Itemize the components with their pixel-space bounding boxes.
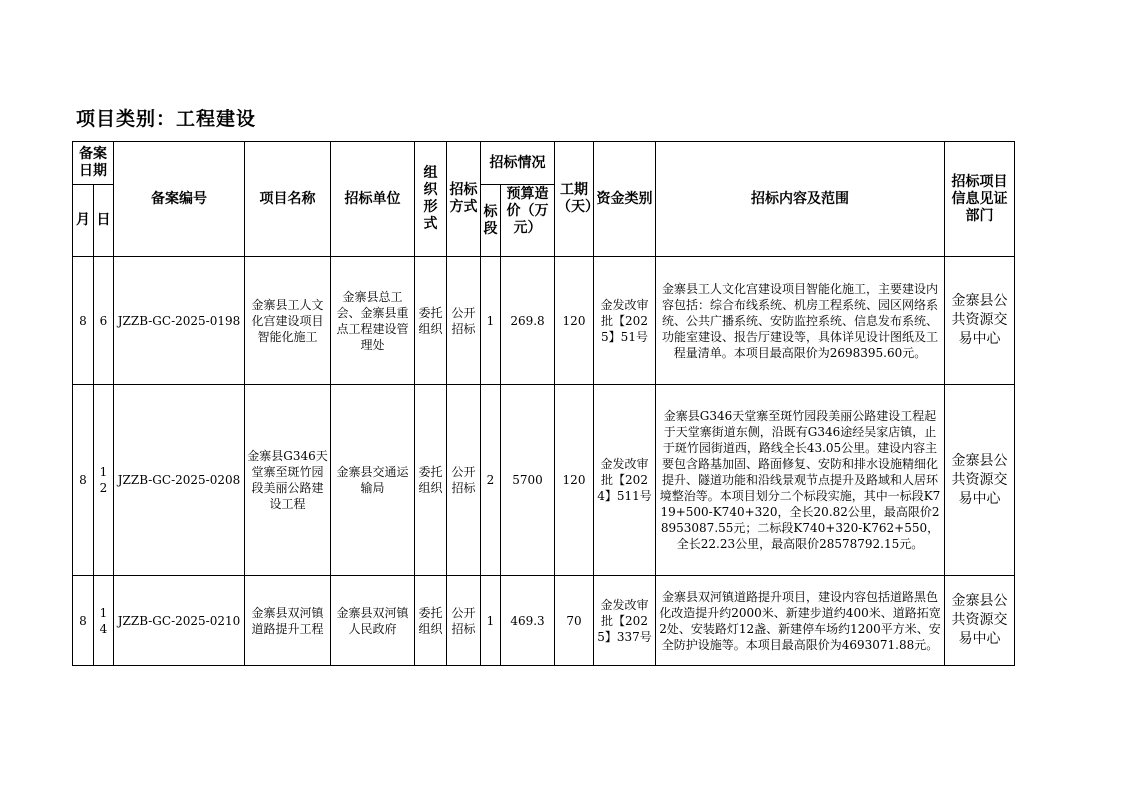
cell-duration: 70: [555, 576, 594, 666]
cell-filing-no: JZZB-GC-2025-0208: [114, 385, 245, 576]
header-tender-method: 招标方式: [447, 142, 481, 257]
cell-duration: 120: [555, 385, 594, 576]
cell-month: 8: [73, 257, 94, 385]
header-witness-dept: 招标项目信息见证部门: [945, 142, 1015, 257]
cell-tender-method: 公开招标: [447, 257, 481, 385]
header-duration: 工期（天）: [555, 142, 594, 257]
cell-fund-type: 金发改审批【2025】337号: [594, 576, 656, 666]
cell-day: 6: [94, 257, 114, 385]
table-row: [73, 257, 1015, 385]
header-lots: 标段: [481, 185, 501, 257]
cell-scope: 金寨县工人文化宫建设项目智能化施工，主要建设内容包括：综合布线系统、机房工程系统、园区网络系统、公共广播系统、安防监控系统、信息发布系统、功能室建设、报告厅建设等，具体详见设计图纸及工程量清单。本项目最高限价为2698395.60元。: [656, 257, 945, 385]
cell-lots: 1: [481, 257, 501, 385]
cell-budget: 269.8: [501, 257, 555, 385]
cell-month: 8: [73, 576, 94, 666]
header-day: 日: [94, 185, 114, 257]
header-budget: [501, 185, 555, 257]
cell-witness-dept: 金寨县公共资源交易中心: [945, 257, 1015, 385]
cell-fund-type: 金发改审批【2024】511号: [594, 385, 656, 576]
cell-tender-method: 公开招标: [447, 385, 481, 576]
header-budget-text: 预算造价（万元）: [506, 185, 549, 236]
cell-scope: 金寨县双河镇道路提升项目，建设内容包括道路黑色化改造提升约2000米、新建步道约400米、道路拓宽2处、安装路灯12盏、新建停车场约1200平方米、安全防护设施等。本项目最高限价为4693071.88元。: [656, 576, 945, 666]
cell-tender-method: 公开招标: [447, 576, 481, 666]
cell-tenderer: 金寨县总工会、金寨县重点工程建设管理处: [331, 257, 415, 385]
cell-lots: 2: [481, 385, 501, 576]
cell-scope: 金寨县G346天堂寨至斑竹园段美丽公路建设工程起于天堂寨街道东侧，沿既有G346途经吴家店镇，止于斑竹园街道西，路线全长43.05公里。建设内容主要包含路基加固、路面修复、安防和排水设施精细化提升、隧道功能和沿线景观节点提升及路域和人居环境整治等。本项目划分二个标段实施，其中一标段K719+500-K740+320，全长20.82公里，最高限价28953087.55元；二标段K740+320-K762+550，全长22.23公里，最高限价28578792.15元。: [656, 385, 945, 576]
cell-day: 14: [94, 576, 114, 666]
cell-project-name: 金寨县工人文化宫建设项目智能化施工: [245, 257, 331, 385]
header-tender-info: 招标情况: [481, 142, 555, 185]
header-project-name: 项目名称: [245, 142, 331, 257]
header-filing-date: 备案日期: [73, 142, 114, 185]
header-organization-form: 组织形式: [415, 142, 447, 257]
header-tenderer: 招标单位: [331, 142, 415, 257]
header-scope: 招标内容及范围: [656, 142, 945, 257]
cell-organization-form: 委托组织: [415, 385, 447, 576]
cell-filing-no: JZZB-GC-2025-0210: [114, 576, 245, 666]
page-title: 项目类别：工程建设: [76, 108, 257, 130]
cell-project-name: 金寨县G346天堂寨至斑竹园段美丽公路建设工程: [245, 385, 331, 576]
header-month: 月: [73, 185, 94, 257]
table-row: [73, 385, 1015, 576]
cell-lots: 1: [481, 576, 501, 666]
header-filing-no: 备案编号: [114, 142, 245, 257]
cell-witness-dept: 金寨县公共资源交易中心: [945, 576, 1015, 666]
cell-month: 8: [73, 385, 94, 576]
cell-day: 12: [94, 385, 114, 576]
cell-filing-no: JZZB-GC-2025-0198: [114, 257, 245, 385]
tender-table: [72, 141, 1015, 666]
cell-budget: 469.3: [501, 576, 555, 666]
table-row: [73, 576, 1015, 666]
cell-budget: 5700: [501, 385, 555, 576]
cell-project-name: 金寨县双河镇道路提升工程: [245, 576, 331, 666]
header-fund-type: 资金类别: [594, 142, 656, 257]
cell-tenderer: 金寨县交通运输局: [331, 385, 415, 576]
cell-witness-dept: 金寨县公共资源交易中心: [945, 385, 1015, 576]
cell-tenderer: 金寨县双河镇人民政府: [331, 576, 415, 666]
cell-organization-form: 委托组织: [415, 257, 447, 385]
cell-organization-form: 委托组织: [415, 576, 447, 666]
cell-fund-type: 金发改审批【2025】51号: [594, 257, 656, 385]
cell-duration: 120: [555, 257, 594, 385]
